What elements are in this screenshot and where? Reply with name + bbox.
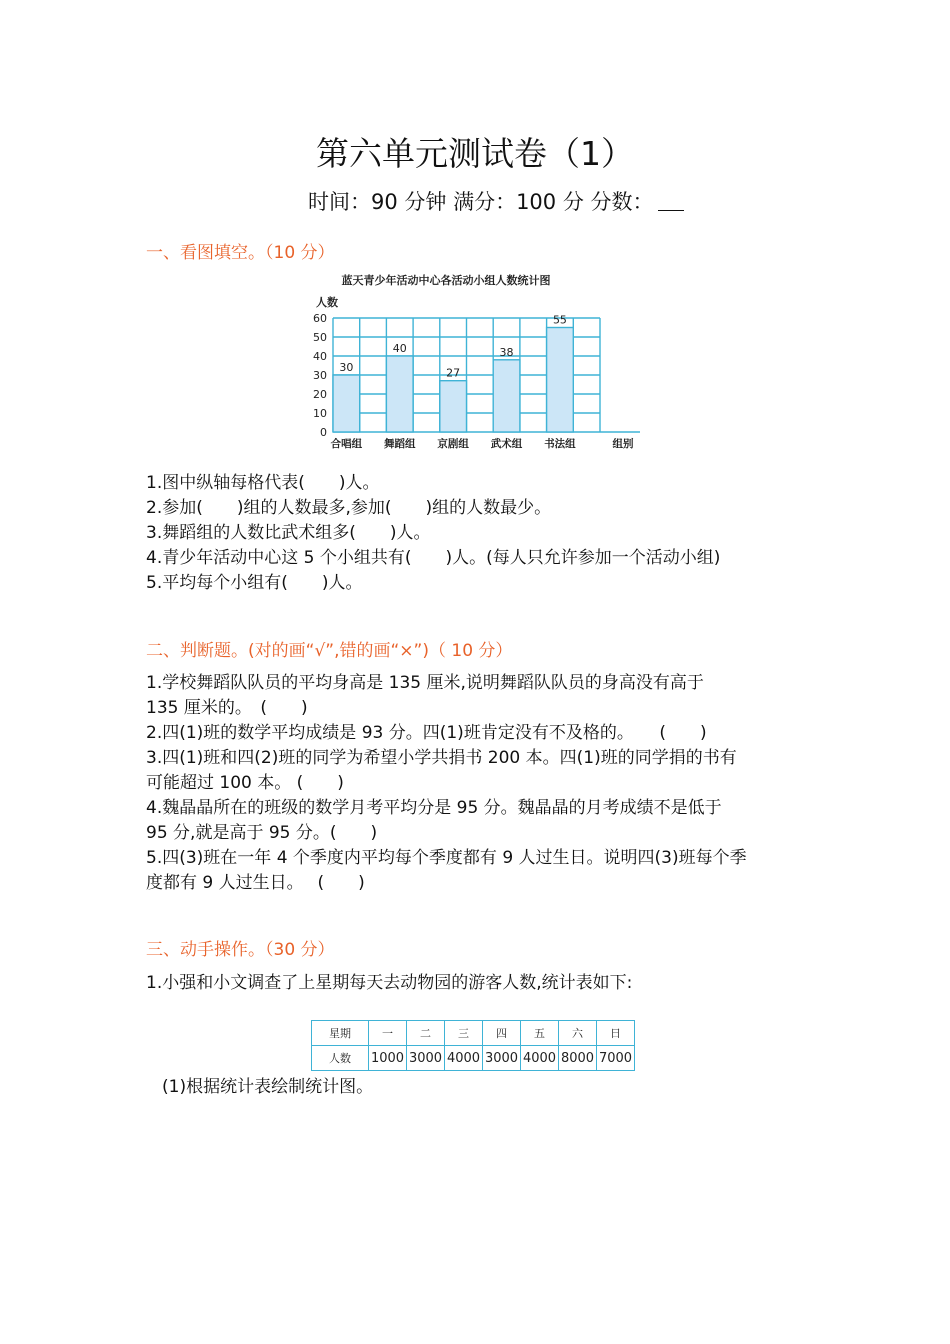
chart-title: 蓝天青少年活动中心各活动小组人数统计图 <box>341 274 551 287</box>
table-count: 7000 <box>597 1046 635 1071</box>
table-count: 8000 <box>559 1046 597 1071</box>
table-count: 1000 <box>369 1046 407 1071</box>
exam-info-text: 时间：90 分钟 满分：100 分 分数： <box>308 190 654 214</box>
table-day: 六 <box>559 1021 597 1046</box>
chart-ytick: 60 <box>313 312 327 325</box>
table-count: 3000 <box>407 1046 445 1071</box>
chart-data-label: 55 <box>552 313 567 327</box>
s1-question-2: 2.参加( )组的人数最多,参加( )组的人数最少。 <box>146 498 552 518</box>
table-row-days <box>312 1021 635 1046</box>
chart-data-label: 40 <box>392 342 407 355</box>
table-day: 五 <box>521 1021 559 1046</box>
s2-line-6: 4.魏晶晶所在的班级的数学月考平均分是 95 分。魏晶晶的月考成绩不是低于 <box>146 798 722 818</box>
s1-question-4: 4.青少年活动中心这 5 个小组共有( )人。(每人只允许参加一个活动小组) <box>146 548 721 568</box>
chart-ytick: 50 <box>313 331 327 344</box>
chart-data-label: 30 <box>339 361 354 374</box>
chart-bar <box>547 328 574 433</box>
s1-question-5: 5.平均每个小组有( )人。 <box>146 573 363 593</box>
s2-line-3: 2.四(1)班的数学平均成绩是 93 分。四(1)班肯定没有不及格的。 ( ) <box>146 723 707 743</box>
s3-sub-question-1: (1)根据统计表绘制统计图。 <box>162 1077 374 1097</box>
table-day: 一 <box>369 1021 407 1046</box>
chart-ytick: 40 <box>313 350 327 363</box>
chart-data-label: 38 <box>499 345 514 359</box>
chart-xtick: 书法组 <box>544 438 576 450</box>
bar-chart <box>306 268 646 454</box>
s2-line-9: 度都有 9 人过生日。 ( ) <box>146 873 365 893</box>
chart-bar <box>440 381 467 432</box>
s2-line-2: 135 厘米的。 ( ) <box>146 698 308 718</box>
chart-ylabel: 人数 <box>316 296 338 309</box>
chart-xtick: 京剧组 <box>437 438 469 450</box>
s2-line-5: 可能超过 100 本。 ( ) <box>146 773 344 793</box>
chart-ytick: 0 <box>320 426 327 439</box>
s2-line-1: 1.学校舞蹈队队员的平均身高是 135 厘米,说明舞蹈队队员的身高没有高于 <box>146 673 704 693</box>
section-3-heading: 三、动手操作。（30 分） <box>146 940 335 960</box>
exam-info <box>308 186 684 216</box>
chart-data-label: 27 <box>446 366 461 380</box>
table-day: 三 <box>445 1021 483 1046</box>
table-day: 四 <box>483 1021 521 1046</box>
s2-line-4: 3.四(1)班和四(2)班的同学为希望小学共捐书 200 本。四(1)班的同学捐的书有 <box>146 748 737 768</box>
section-2-heading: 二、判断题。(对的画“√”,错的画“×”)（ 10 分） <box>146 641 513 661</box>
chart-ytick: 10 <box>313 407 327 420</box>
chart-xtick: 合唱组 <box>330 438 363 450</box>
table-count: 3000 <box>483 1046 521 1071</box>
chart-xtick: 舞蹈组 <box>384 438 416 450</box>
table-header-count: 人数 <box>312 1046 369 1071</box>
chart-bar <box>386 356 413 432</box>
s3-question-1: 1.小强和小文调查了上星期每天去动物园的游客人数,统计表如下: <box>146 973 633 993</box>
table-row-counts <box>312 1046 635 1071</box>
chart-bar <box>333 375 360 432</box>
chart-bar <box>493 360 520 432</box>
section-1-heading: 一、看图填空。（10 分） <box>146 243 335 263</box>
visitor-table <box>311 1020 635 1071</box>
table-header-week: 星期 <box>312 1021 369 1046</box>
s2-line-8: 5.四(3)班在一年 4 个季度内平均每个季度都有 9 人过生日。说明四(3)班每个季 <box>146 848 747 868</box>
table-count: 4000 <box>445 1046 483 1071</box>
table-count: 4000 <box>521 1046 559 1071</box>
chart-ytick: 30 <box>313 369 327 382</box>
chart-xlabel: 组别 <box>612 438 634 450</box>
score-blank <box>658 192 684 211</box>
s1-question-3: 3.舞蹈组的人数比武术组多( )人。 <box>146 523 431 543</box>
chart-xtick: 武术组 <box>490 438 523 450</box>
s1-question-1: 1.图中纵轴每格代表( )人。 <box>146 473 380 493</box>
page-title: 第六单元测试卷（1） <box>316 134 634 173</box>
s2-line-7: 95 分,就是高于 95 分。( ) <box>146 823 378 843</box>
table-day: 日 <box>597 1021 635 1046</box>
table-day: 二 <box>407 1021 445 1046</box>
chart-ytick: 20 <box>313 388 327 401</box>
